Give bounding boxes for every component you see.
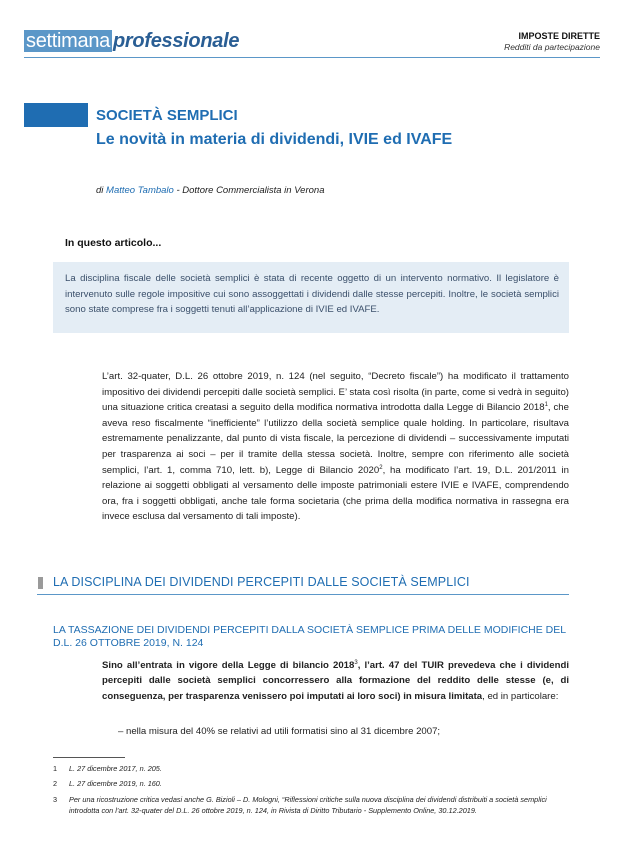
footnote-ref-2[interactable]: 2 (379, 464, 383, 471)
bold-text-1: Sino all’entrata in vigore della Legge di bilancio 2018 (102, 660, 355, 671)
section-paragraph (102, 658, 569, 704)
abstract-box (53, 262, 569, 333)
in-this-article-label: In questo articolo... (65, 237, 162, 249)
intro-paragraph (102, 369, 569, 525)
footnote-number: 3 (53, 795, 58, 804)
footnote-number: 1 (53, 764, 58, 773)
article-title: Le novità in materia di dividendi, IVIE ed IVAFE (96, 131, 453, 148)
header-divider (24, 57, 600, 58)
section-title: LA DISCIPLINA DEI DIVIDENDI PERCEPITI DALLE SOCIETÀ SEMPLICI (53, 575, 470, 589)
footnote-text: Per una ricostruzione critica vedasi anche G. Bizioli – D. Mologni, “Riflessioni critiche sulla nuova disciplina dei dividendi distribuiti a società semplici introdotta con l’art. 32-quater del D.L. 26 ottobre 2019, n. 124, in Rivista di Diritto Tributario - Supplemento Online, 30.12.2019. (69, 795, 547, 815)
footnote-2 (53, 779, 162, 789)
abstract-text: La disciplina fiscale delle società semplici è stata di recente oggetto di un intervento normativo. Il legislatore è intervenuto sulle regole impositive cui sono assoggettati i dividendi dalle stesse percepiti. Inoltre, le società semplici sono state comprese fra i soggetti tenuti all’applicazione di IVIE ed IVAFE. (65, 273, 559, 315)
header-section-info (504, 30, 600, 53)
footnote-divider (53, 757, 125, 758)
footnote-number: 2 (53, 779, 58, 788)
footnote-ref-3[interactable]: 3 (354, 659, 358, 666)
publication-logo (24, 28, 239, 52)
list-item: – nella misura del 40% se relativi ad utili formatisi sino al 31 dicembre 2007; (118, 726, 441, 737)
author-name: Matteo Tambalo (106, 185, 174, 196)
plain-tail: , ed in particolare: (482, 690, 559, 702)
logo-part-professionale: professionale (113, 30, 240, 52)
title-accent-bar (24, 103, 88, 127)
subsection-title: LA TASSAZIONE DEI DIVIDENDI PERCEPITI DALLA SOCIETÀ SEMPLICE PRIMA DELLE MODIFICHE DEL D.L. 26 OTTOBRE 2019, N. 124 (53, 624, 566, 649)
section-divider (37, 594, 569, 595)
byline-prefix: di (96, 185, 107, 196)
footnote-3 (53, 795, 563, 816)
intro-text-1: L’art. 32-quater, D.L. 26 ottobre 2019, n. 124 (nel seguito, “Decreto fiscale”) ha modificato il trattamento impositivo dei dividendi percepiti dalle società semplici. E’ stata così risolta (in parte, come si vedrà in seguito) una situazione critica creatasi a seguito della modifica normativa introdotta dalla Legge di Bilancio 2018 (102, 371, 569, 414)
intro-text-2: , che aveva reso fiscalmente “inefficiente” l’utilizzo della società semplice quale holding. In particolare, risultava estremamente penalizzante, dal punto di vista fiscale, la percezione di dividendi – successivamente imputati per trasparenza ai soci – per il tramite della stessa società. Inoltre, sempre con riferimento alle società semplici, l’art. 1, comma 710, lett. b), Legge di Bilancio 2020 (102, 402, 569, 476)
byline (96, 185, 324, 196)
header-category: IMPOSTE DIRETTE (518, 31, 600, 41)
logo-part-settimana: settimana (26, 30, 111, 52)
footnote-text: L. 27 dicembre 2017, n. 205. (69, 764, 162, 773)
article-kicker: SOCIETÀ SEMPLICI (96, 107, 238, 124)
footnote-ref-1[interactable]: 1 (544, 402, 548, 408)
bold-text-2: , l’art. 47 del TUIR prevedeva che i dividendi percepiti dalle società semplici concorressero alla formazione del reddito delle stesse (e, di conseguenza, per trasparenza venissero poi imputati ai loro soci) in misura limitata (102, 660, 570, 702)
header-subcategory: Redditi da partecipazione (504, 42, 600, 52)
section-marker (38, 577, 43, 589)
intro-text-3: , ha modificato l’art. 19, D.L. 201/2011 in relazione ai soggetti obbligati al versamento delle imposte patrimoniali estere IVIE e IVAFE, comprendendo ora, fra i soggetti obbligati, anche tale forma societaria (che prima della modifica normativa in rassegna era invece esclusa dal versamento di tali imposte). (102, 464, 570, 523)
author-role: - Dottore Commercialista in Verona (173, 185, 325, 196)
footnote-1 (53, 764, 162, 774)
footnote-text: L. 27 dicembre 2019, n. 160. (69, 779, 162, 788)
